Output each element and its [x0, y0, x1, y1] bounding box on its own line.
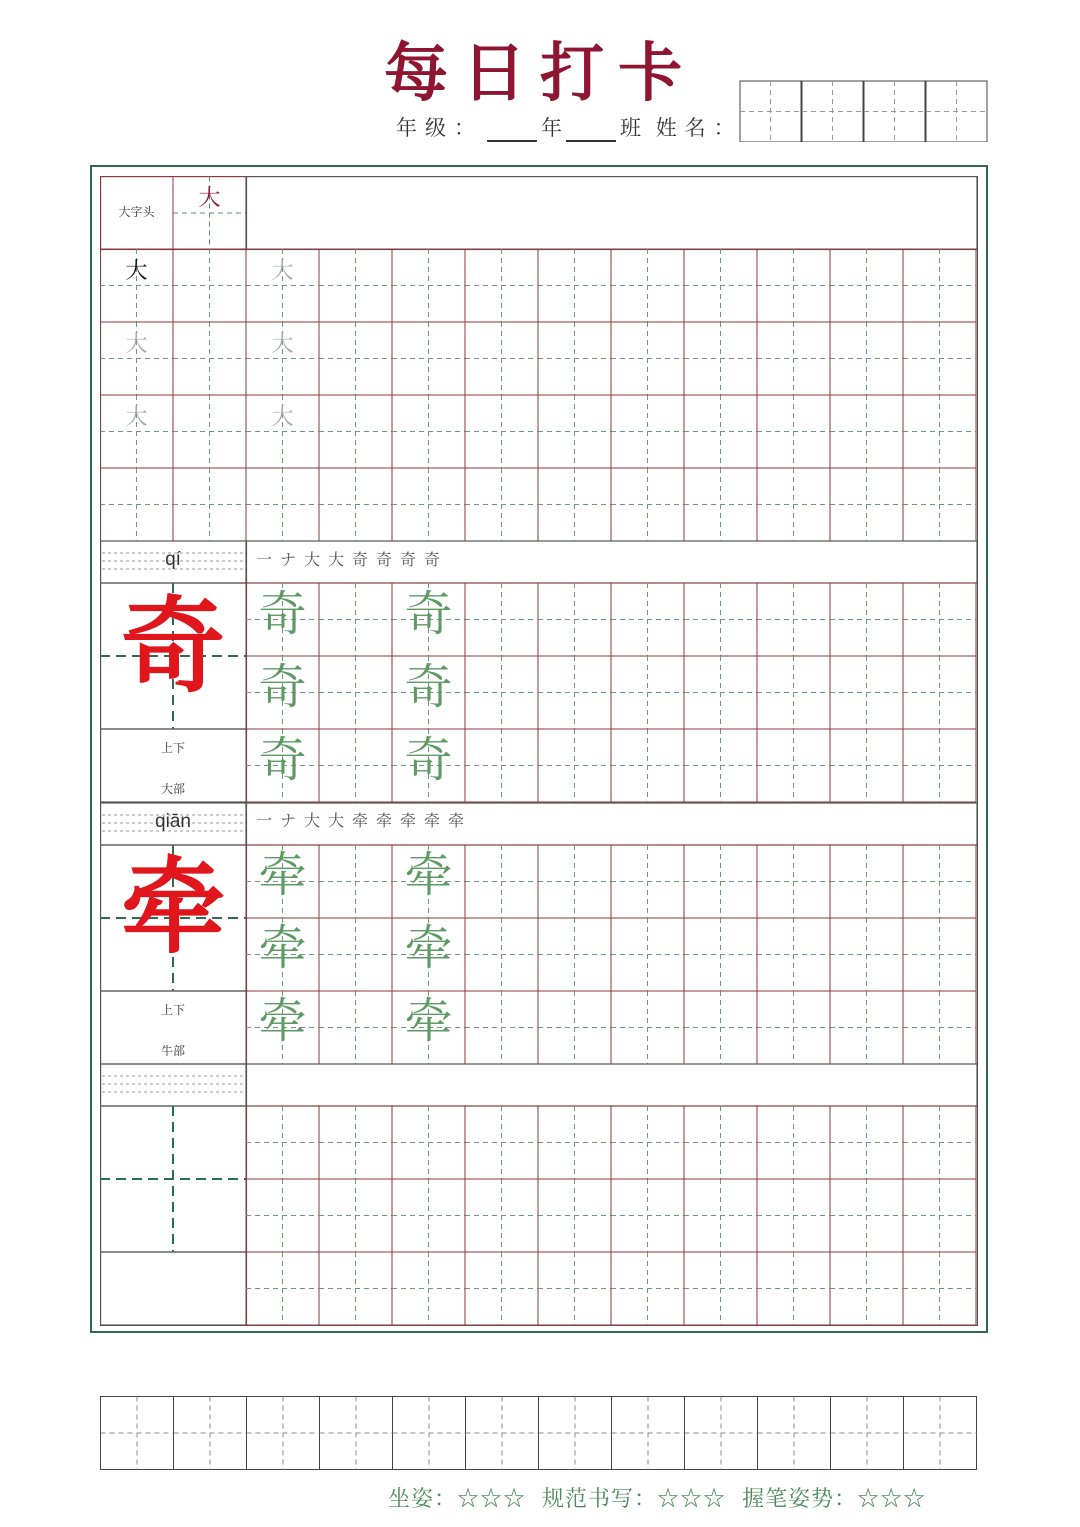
- posture-stars[interactable]: ☆☆☆: [457, 1487, 527, 1512]
- trace-char: 奇: [258, 586, 307, 642]
- class-blank[interactable]: [566, 120, 616, 142]
- stroke-order: 一ナ大大奇奇奇奇: [256, 550, 449, 569]
- trace-char: 奇: [258, 732, 307, 788]
- radical-trace-char: 大: [125, 405, 148, 430]
- pinyin: qí: [165, 549, 181, 570]
- grip-label: 握笔姿势：: [742, 1487, 858, 1512]
- trace-char: 牵: [258, 847, 307, 903]
- trace-char: 牵: [404, 993, 453, 1049]
- name-writing-boxes[interactable]: [739, 80, 989, 142]
- radical-char: 大: [198, 186, 221, 211]
- structure-label: 上下: [160, 1003, 185, 1017]
- worksheet: [100, 176, 978, 1326]
- grip-stars[interactable]: ☆☆☆: [857, 1487, 927, 1512]
- trace-char: 奇: [404, 659, 453, 715]
- bottom-practice-row[interactable]: [100, 1396, 978, 1471]
- radical-label: 大字头: [118, 205, 155, 219]
- name-label: 姓名：: [655, 116, 743, 140]
- radical-trace-char: 大: [271, 332, 294, 357]
- grade-blank[interactable]: [487, 120, 537, 142]
- trace-char: 牵: [404, 920, 453, 976]
- trace-char: 牵: [258, 920, 307, 976]
- structure-box: [101, 1252, 247, 1325]
- writing-stars[interactable]: ☆☆☆: [657, 1487, 727, 1512]
- trace-char: 牵: [258, 993, 307, 1049]
- model-char: 奇: [120, 584, 225, 707]
- stroke-order-cell: [246, 1064, 977, 1106]
- radical-trace-char: 大: [125, 332, 148, 357]
- posture-label: 坐姿：: [388, 1487, 458, 1512]
- stroke-order: 一ナ大大牵牵牵牵牵: [256, 811, 473, 830]
- class-label: 班: [620, 116, 649, 140]
- radical-note-area: [246, 177, 977, 250]
- writing-label: 规范书写：: [542, 1487, 658, 1512]
- page-title: 每日打卡: [384, 36, 696, 111]
- year-label: 年: [541, 116, 562, 140]
- radical-trace-char: 大: [271, 405, 294, 430]
- student-info: [396, 112, 743, 142]
- trace-char: 牵: [404, 847, 453, 903]
- radical-label: 牛部: [160, 1044, 185, 1058]
- evaluation-footer: [388, 1482, 926, 1513]
- radical-trace-char: 大: [271, 259, 294, 284]
- trace-char: 奇: [404, 732, 453, 788]
- radical-model-char: 大: [125, 259, 148, 284]
- model-char: 牵: [120, 845, 225, 968]
- trace-char: 奇: [404, 586, 453, 642]
- grade-label: 年级：: [396, 116, 483, 140]
- pinyin-cell: [101, 1064, 247, 1106]
- structure-label: 上下: [160, 741, 185, 755]
- radical-label: 大部: [160, 782, 185, 796]
- trace-char: 奇: [258, 659, 307, 715]
- pinyin: qiān: [155, 811, 191, 832]
